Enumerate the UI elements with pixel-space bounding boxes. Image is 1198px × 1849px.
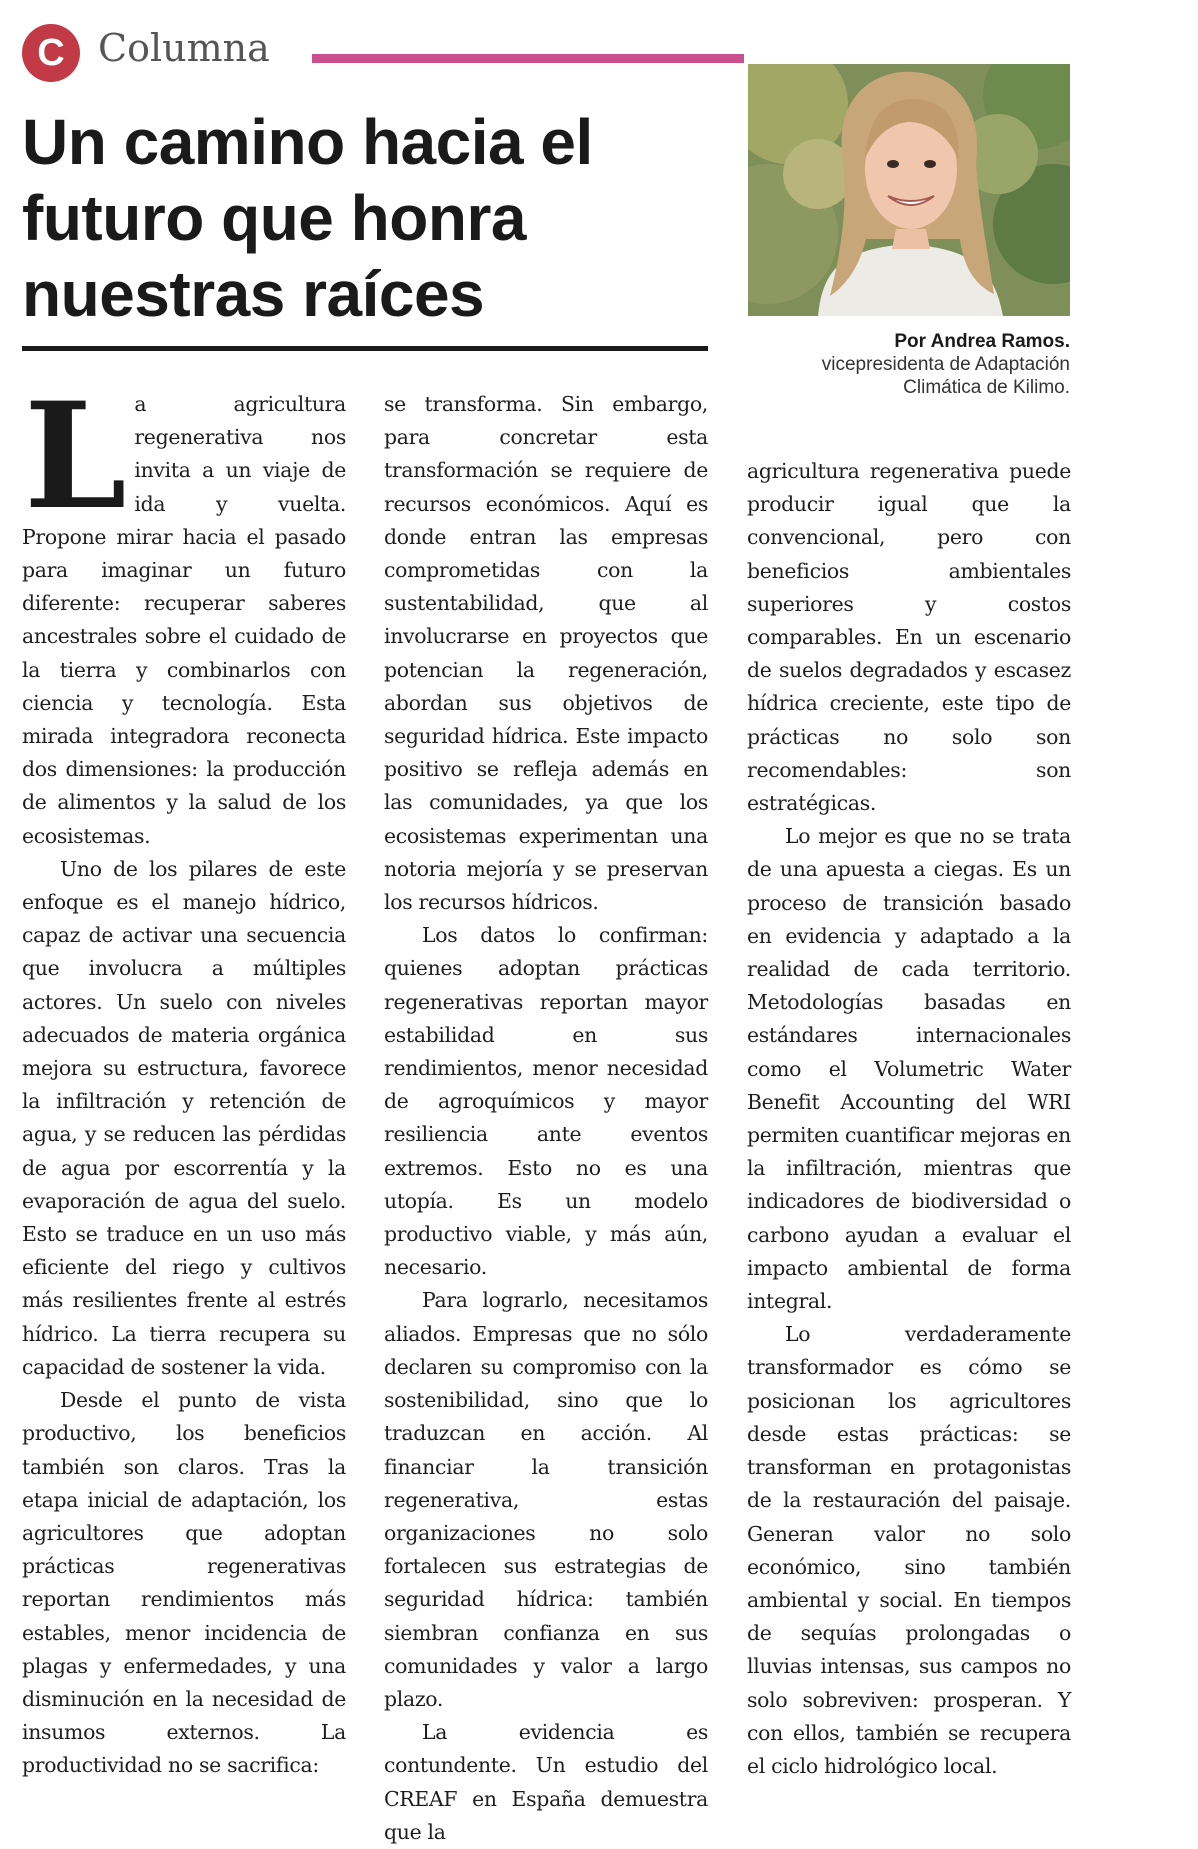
drop-cap: L xyxy=(24,371,127,542)
article-paragraph-1 xyxy=(22,371,346,853)
author-name: Por Andrea Ramos. xyxy=(894,331,1070,352)
section-badge-letter: C xyxy=(37,32,65,74)
headline xyxy=(22,104,722,332)
article-column-1 xyxy=(22,371,346,1783)
author-byline xyxy=(740,330,1070,399)
article-paragraph-7: Lo mejor es que no se trata de una apuesta a ciegas. Es un proceso de transición basado en evidencia y adaptado a la realidad de cada territorio. Metodologías basadas en estándares internacionales como el Volumetric Water Benefit Accounting del WRI permiten cuantificar mejoras en la infiltración, mientras que indicadores de biodiversidad o carbono ayudan a evaluar el impacto ambiental de forma integral. xyxy=(747,824,1071,1314)
article-paragraph-2: Uno de los pilares de este enfoque es el manejo hídrico, capaz de activar una secuencia que involucra a múltiples actores. Un suelo con niveles adecuados de materia orgánica mejora su estructura, favorece la infiltración y retención de agua, y se reducen las pérdidas de agua por escorrentía y la evaporación de agua del suelo. Esto se traduce en un uso más eficiente del riego y cultivos más resilientes frente al estrés hídrico. La tierra recupera su capacidad de sostener la vida. xyxy=(22,856,346,1379)
headline-line-3: nuestras raíces xyxy=(22,258,485,330)
article-paragraph-6-start: La evidencia es contundente. Un estudio del CREAF en España demuestra que la xyxy=(384,1720,708,1844)
author-portrait-illustration xyxy=(748,64,1070,316)
article-paragraph-3-start: Desde el punto de vista productivo, los beneficios también son claros. Tras la etapa inicial de adaptación, los agricultores que adoptan prácticas regenerativas reportan rendimientos más estables, menor incidencia de plagas y enfermedades, y una disminución en la necesidad de insumos externos. La productividad no se sacrifica: xyxy=(22,1388,346,1778)
article-paragraph-8: Lo verdaderamente transformador es cómo se posicionan los agricultores desde estas prácticas: se transforman en protagonistas de la restauración del paisaje. Generan valor no solo económico, sino también ambiental y social. En tiempos de sequías prolongadas o lluvias intensas, sus campos no solo sobreviven: prosperan. Y con ellos, también se recupera el ciclo hidrológico local. xyxy=(747,1322,1071,1778)
section-label: Columna xyxy=(98,26,270,70)
article-column-2 xyxy=(384,388,708,1849)
headline-line-1: Un camino hacia el xyxy=(22,106,593,178)
article-column-3 xyxy=(747,455,1071,1783)
article-paragraph-3-end: se transforma. Sin embargo, para concretar esta transformación se requiere de recursos económicos. Aquí es donde entran las empresas comprometidas con la sustentabilidad, que al involucrarse en proyectos que potencian la regeneración, abordan sus objetivos de seguridad hídrica. Este impacto positivo se refleja además en las comunidades, ya que los ecosistemas experimentan una notoria mejoría y se preservan los recursos hídricos. xyxy=(384,392,708,915)
headline-line-2: futuro que honra xyxy=(22,182,526,254)
author-role-line-1: vicepresidenta de Adaptación xyxy=(821,354,1070,375)
author-role-line-2: Climática de Kilimo. xyxy=(903,377,1070,398)
article-paragraph-6-end: agricultura regenerativa puede producir igual que la convencional, pero con beneficios ambientales superiores y costos comparables. En un escenario de suelos degradados y escasez hídrica creciente, este tipo de prácticas no solo son recomendables: son estratégicas. xyxy=(747,459,1071,816)
article-paragraph-5: Para lograrlo, necesitamos aliados. Empresas que no sólo declaren su compromiso con la sostenibilidad, sino que lo traduzcan en acción. Al financiar la transición regenerativa, estas organizaciones no solo fortalecen sus estrategias de seguridad hídrica: también siembran confianza en sus comunidades y valor a largo plazo. xyxy=(384,1288,708,1711)
article-paragraph-4: Los datos lo confirman: quienes adoptan prácticas regenerativas reportan mayor estabilidad en sus rendimientos, menor necesidad de agroquímicos y mayor resiliencia ante eventos extremos. Esto no es una utopía. Es un modelo productivo viable, y más aún, necesario. xyxy=(384,923,708,1280)
section-accent-bar xyxy=(312,54,744,63)
headline-rule xyxy=(22,346,708,351)
paragraph-1-text: a agricultura regenerativa nos invita a un viaje de ida y vuelta. Propone mirar hacia el pasado para imaginar un futuro diferente: recuperar saberes ancestrales sobre el cuidado de la tierra y combinarlos con ciencia y tecnología. Esta mirada integradora reconecta dos dimensiones: la producción de alimentos y la salud de los ecosistemas. xyxy=(22,392,346,848)
section-badge xyxy=(22,24,80,82)
author-photo xyxy=(748,64,1070,316)
